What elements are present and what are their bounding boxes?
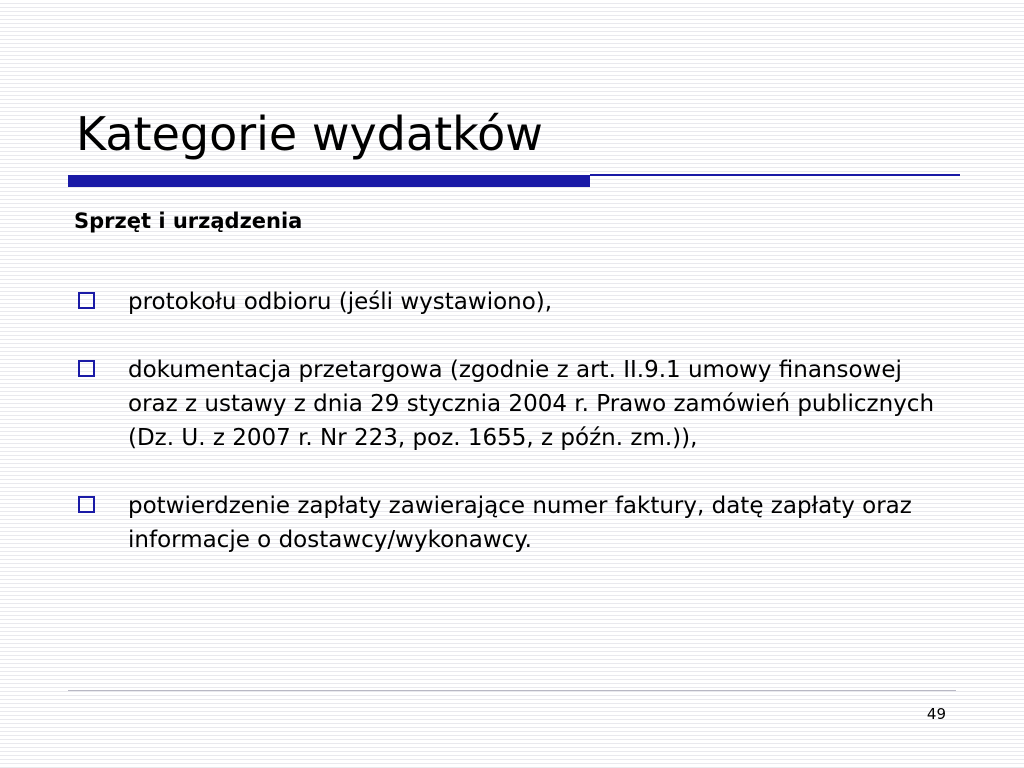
bullet-item (76, 489, 956, 557)
hollow-square-bullet-icon (78, 292, 95, 309)
footer-divider (68, 690, 956, 691)
page-number: 49 (926, 705, 946, 723)
bullet-item (76, 353, 956, 455)
section-subheading: Sprzęt i urządzenia (74, 209, 303, 233)
bullet-text: potwierdzenie zapłaty zawierające numer faktury, datę zapłaty oraz informacje o dostawcy/wykonawcy. (128, 493, 912, 553)
bullet-item (76, 285, 956, 319)
title-underline-thin (590, 174, 960, 176)
bullet-list (76, 285, 956, 557)
slide-title: Kategorie wydatków (76, 107, 543, 161)
hollow-square-bullet-icon (78, 496, 95, 513)
hollow-square-bullet-icon (78, 360, 95, 377)
bullet-text: dokumentacja przetargowa (zgodnie z art. II.9.1 umowy finansowej oraz z ustawy z dnia 29 stycznia 2004 r. Prawo zamówień publicznych (Dz. U. z 2007 r. Nr 223, poz. 1655, z późn. zm.)), (128, 357, 935, 451)
title-underline-thick (68, 175, 590, 187)
bullet-text: protokołu odbioru (jeśli wystawiono), (128, 289, 553, 315)
